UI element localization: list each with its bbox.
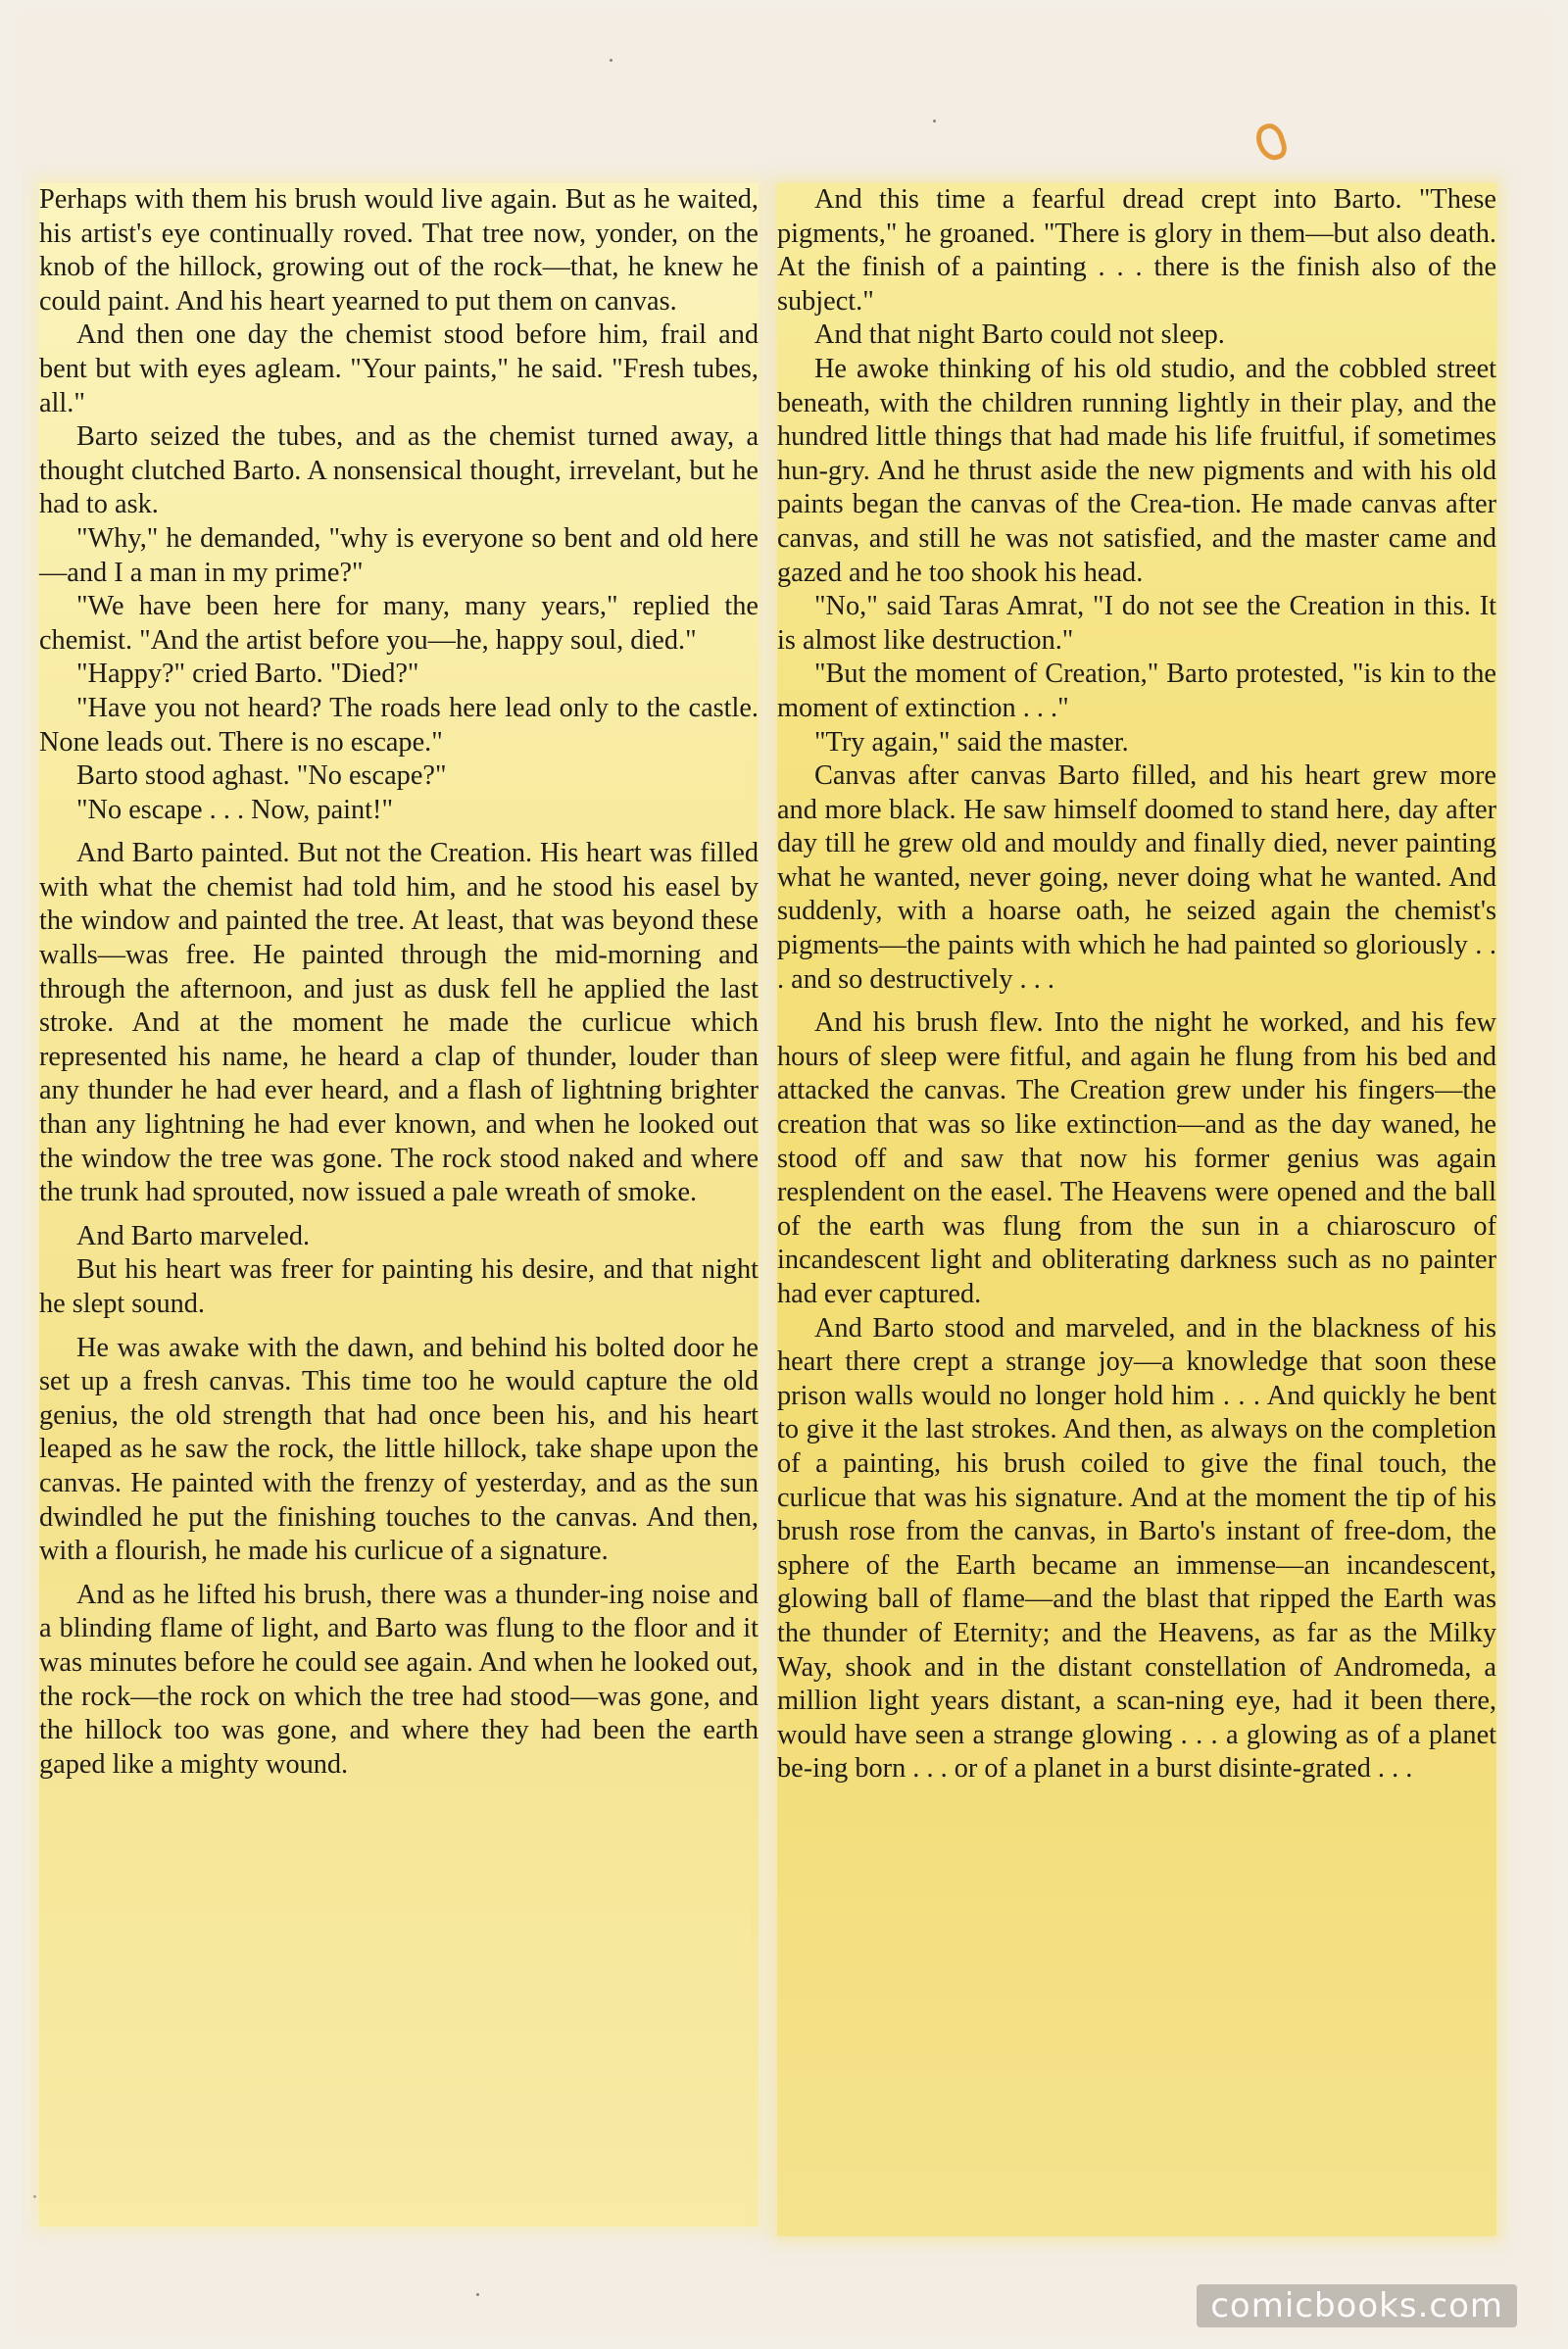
paragraph: "No," said Taras Amrat, "I do not see the Creation in this. It is almost like destruction.": [777, 591, 1496, 656]
paragraph: Perhaps with them his brush would live again. But as he waited, his artist's eye continually roved. That tree now, yonder, on the knob of the hillock, growing out of the rock—that, he knew he could paint. And his heart yearned to put them on canvas.: [39, 184, 759, 317]
paragraph: And this time a fearful dread crept into Barto. "These pigments," he groaned. "There is glory in them—but also death. At the finish of a painting . . . there is the finish also of the subject.": [777, 184, 1496, 317]
paragraph: "But the moment of Creation," Barto protested, "is kin to the moment of extinction . . .": [777, 659, 1496, 723]
paragraph: "Happy?" cried Barto. "Died?": [76, 659, 419, 690]
paragraph: And his brush flew. Into the night he worked, and his few hours of sleep were fitful, and again he flung from his bed and attacked the canvas. The Creation grew under his fingers—the creation that was so like extinction—and as the day waned, he stood off and saw that now his former genius was again resplendent on the easel. The Heavens were opened and the ball of the earth was flung from the sun in a chiaroscuro of incandescent light and obliterating darkness such as no painter had ever captured.: [777, 1007, 1496, 1309]
paragraph: "We have been here for many, many years," replied the chemist. "And the artist before you—he, happy soul, died.": [39, 591, 759, 656]
paragraph: "No escape . . . Now, paint!": [76, 794, 394, 825]
paragraph: But his heart was freer for painting his desire, and that night he slept sound.: [39, 1254, 759, 1319]
paragraph: And as he lifted his brush, there was a thunder-ing noise and a blinding flame of light, and Barto was flung to the floor and it was minutes before he could see again. And when he looked out, the rock—the rock on which the tree had stood—was gone, and the hillock too was gone, and where they had been the earth gaped like a mighty wound.: [39, 1579, 759, 1780]
paragraph: Barto seized the tubes, and as the chemist turned away, a thought clutched Barto. A nonsensical thought, irrevelant, but he had to ask.: [39, 421, 759, 520]
paper-speck: [476, 2293, 479, 2296]
paper-speck: [33, 2195, 36, 2198]
paper-speck: [933, 120, 936, 122]
paragraph: And Barto marveled.: [76, 1220, 311, 1251]
text-column-left: [39, 183, 759, 2227]
paragraph: "Have you not heard? The roads here lead only to the castle. None leads out. There is no escape.": [39, 692, 759, 758]
paper-speck: [610, 59, 612, 62]
paragraph: He awoke thinking of his old studio, and the cobbled street beneath, with the children running lightly in their play, and the hundred little things that had made his life fruitful, if sometimes hun-gry. And he thrust aside the new pigments and with his old paints began the canvas of the Crea-tion. He made canvas after canvas, and still he was not satisfied, and the master came and gazed and he too shook his head.: [777, 353, 1496, 588]
text-column-right: [777, 183, 1496, 2236]
paragraph: Barto stood aghast. "No escape?": [76, 760, 447, 792]
paragraph: And that night Barto could not sleep.: [814, 319, 1225, 351]
paragraph: Canvas after canvas Barto filled, and his heart grew more and more black. He saw himself doomed to stand here, day after day till he grew old and mouldy and finally died, never painting what he wanted, never going, never doing what he wanted. And suddenly, with a hoarse oath, he seized again the chemist's pigments—the paints with which he had painted so gloriously . . . and so destructively . . .: [777, 760, 1496, 995]
site-watermark: comicbooks.com: [1197, 2284, 1517, 2327]
paragraph: He was awake with the dawn, and behind his bolted door he set up a fresh canvas. This time too he would capture the old genius, the old strength that had once been his, and his heart leaped as he saw the rock, the little hillock, take shape upon the canvas. He painted with the frenzy of yesterday, and as the sun dwindled he put the finishing touches to the canvas. And then, with a flourish, he made his curlicue of a signature.: [39, 1332, 759, 1567]
paragraph: And then one day the chemist stood before him, frail and bent but with eyes agleam. "Your paints," he said. "Fresh tubes, all.": [39, 319, 759, 418]
paragraph: "Why," he demanded, "why is everyone so bent and old here—and I a man in my prime?": [39, 522, 759, 588]
paragraph: And Barto stood and marveled, and in the blackness of his heart there crept a strange joy—a knowledge that soon these prison walls would no longer hold him . . . And quickly he bent to give it the last strokes. And then, as always on the completion of a painting, his brush coiled to give the final touch, the curlicue that was his signature. And at the moment the tip of his brush rose from the canvas, in Barto's instant of free-dom, the sphere of the Earth became an immense—an incandescent, glowing ball of flame—and the blast that ripped the Earth was the thunder of Eternity; and the Heavens, as far as the Milky Way, shook and in the distant constellation of Andromeda, a million light years distant, a scan-ning eye, had it been there, would have seen a strange glowing . . . a glowing as of a planet be-ing born . . . or of a planet in a burst disinte-grated . . .: [777, 1312, 1496, 1785]
paragraph: And Barto painted. But not the Creation. His heart was filled with what the chemist had told him, and he stood his easel by the window and painted the tree. At least, that was beyond these walls—was free. He painted through the mid-morning and through the afternoon, and just as dusk fell he applied the last stroke. And at the moment he made the curlicue which represented his name, he heard a clap of thunder, louder than any thunder he had ever heard, and a flash of lightning brighter than any lightning he had ever known, and when he looked out the window the tree was gone. The rock stood naked and where the trunk had sprouted, now issued a pale wreath of smoke.: [39, 838, 759, 1208]
paragraph: "Try again," said the master.: [814, 726, 1129, 758]
